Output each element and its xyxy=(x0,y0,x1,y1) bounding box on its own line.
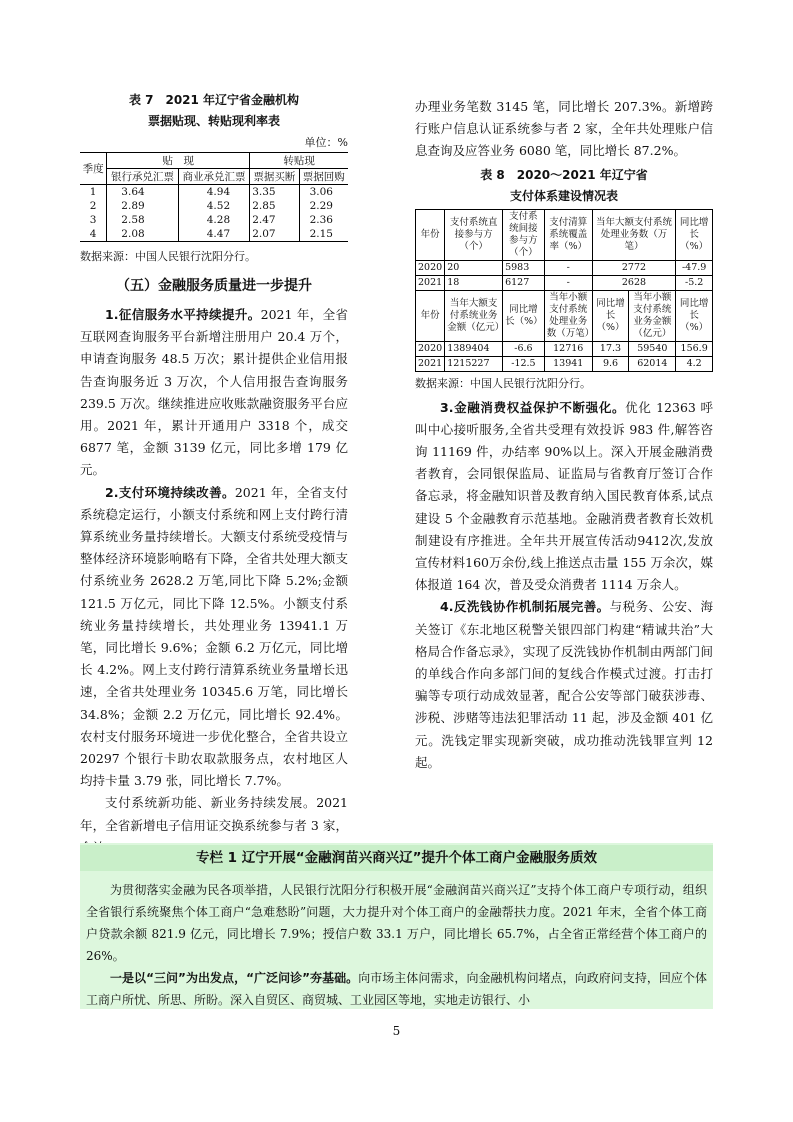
page-number: 5 xyxy=(392,1024,401,1038)
table-cell: 2.85 xyxy=(250,199,299,213)
table-row xyxy=(80,213,348,227)
table-cell: 2.58 xyxy=(107,213,178,227)
table-row xyxy=(416,260,713,275)
table-cell: 17.3 xyxy=(592,341,629,356)
table-cell: 2021 xyxy=(416,356,445,371)
table-cell: 2 xyxy=(80,199,107,213)
table7-caption-line2: 票据贴现、转贴现利率表 xyxy=(147,114,280,128)
table-cell: 4.52 xyxy=(178,199,249,213)
section5-heading: （五）金融服务质量进一步提升 xyxy=(116,278,312,294)
table8-h2-growth1: 同比增长（%） xyxy=(503,290,545,341)
left-column xyxy=(80,90,348,859)
table-row xyxy=(416,275,713,290)
special-column-paragraph-2-title: 一是以“三问”为出发点，“广泛问诊”夯基础。 xyxy=(110,971,359,985)
table8-caption-line2: 支付体系建设情况表 xyxy=(509,188,618,203)
table-cell: 2.47 xyxy=(250,213,299,227)
table-cell: -12.5 xyxy=(503,356,545,371)
paragraph-new-business-part2: 办理业务笔数 3145 笔，同比增长 207.3%。新增跨行账户信息认证系统参与者 2 家，全年共处理账户信息查询及应答业务 6080 笔，同比增长 87.2%。 xyxy=(415,99,713,159)
table7-caption xyxy=(80,90,348,132)
table-cell: 3.06 xyxy=(299,185,348,200)
table7-header-rediscount: 转贴现 xyxy=(250,153,348,169)
table-cell: 62014 xyxy=(629,356,676,371)
table7-caption-line1: 表 7 2021 年辽宁省金融机构 xyxy=(128,93,300,107)
table-cell: 1215227 xyxy=(445,356,503,371)
table8-h1-large-count: 当年大额支付系统处理业务数（万笔） xyxy=(592,209,676,260)
table7-header-quarter: 季度 xyxy=(80,153,107,185)
table7 xyxy=(80,152,348,242)
table-cell: 3 xyxy=(80,213,107,227)
table-cell: 12716 xyxy=(544,341,592,356)
table-cell: 13941 xyxy=(544,356,592,371)
paragraph-credit-title: 1.征信服务水平持续提升。 xyxy=(105,307,261,322)
table-cell: 4 xyxy=(80,227,107,242)
table-cell: - xyxy=(544,275,592,290)
table8-h1-indirect: 支付系统间接参与方（个） xyxy=(503,209,545,260)
paragraph-payment-title: 2.支付环境持续改善。 xyxy=(105,484,235,500)
paragraph-credit xyxy=(80,304,348,482)
paragraph-new-business-part1: 支付系统新功能、新业务持续发展。2021 年，全省新增电子信用证交换系统参与者 3 家， xyxy=(80,795,348,833)
table7-sub-commercial: 商业承兑汇票 xyxy=(178,169,249,185)
table8-source: 数据来源：中国人民银行沈阳分行。 xyxy=(415,376,591,390)
table-cell: -5.2 xyxy=(676,275,713,290)
special-column-paragraph-2-text: 向市场主体问需求，向金融机构问堵点，向政府问支持，回应个体工商户所忧、所思、所盼。深入自贸区、商贸城、工业园区等地，实地走访银行、小 xyxy=(86,971,707,1007)
table7-sub-buy: 票据买断 xyxy=(250,169,299,185)
table8-h2-year: 年份 xyxy=(416,290,445,341)
table8-h2-large-amount: 当年大额支付系统业务金额（亿元） xyxy=(445,290,503,341)
table8-h2-growth3: 同比增长（%） xyxy=(676,290,713,341)
table-cell: 2020 xyxy=(416,341,445,356)
paragraph-payment xyxy=(80,482,348,793)
table7-sub-repo: 票据回购 xyxy=(299,169,348,185)
paragraph-aml-text: 与税务、公安、海关签订《东北地区税警关银四部门构建“精诚共治”大格局合作备忘录》，实现了反洗钱协作机制由两部门间的单线合作向多部门间的复线合作模式过渡。打击打骗等专项行动成效显著，配合公安等部门破获涉毒、涉税、涉赌等违法犯罪活动 11 起，涉及金额 401 亿元。洗钱定罪实现新突破，成功推动洗钱罪宣判 12 起。 xyxy=(415,599,713,770)
table-cell: - xyxy=(544,260,592,275)
table8-h1-year: 年份 xyxy=(416,209,445,260)
special-column-paragraph-1: 为贯彻落实金融为民各项举措，人民银行沈阳分行积极开展“金融润苗兴商兴辽”支持个体工商户专项行动，组织全省银行系统聚焦个体工商户“急难愁盼”问题，大力提升对个体工商户的金融帮扶力度。2021 年末，全省个体工商户贷款余额 821.9 亿元，同比增长 7.9%；授信户数 33.1 万户，同比增长 65.7%，占全省正常经营个体工商户的 26%。 xyxy=(86,883,707,963)
special-column-box xyxy=(80,843,713,1009)
table-cell: 2.36 xyxy=(299,213,348,227)
table-cell: 3.35 xyxy=(250,185,299,200)
table-cell: 156.9 xyxy=(676,341,713,356)
table-cell: 59540 xyxy=(629,341,676,356)
paragraph-aml xyxy=(415,596,713,774)
table7-header-discount: 贴 现 xyxy=(107,153,250,169)
table-cell: 4.94 xyxy=(178,185,249,200)
table-cell: 2.15 xyxy=(299,227,348,242)
table-cell: 2628 xyxy=(592,275,676,290)
paragraph-consumer-protection-title: 3.金融消费权益保护不断强化。 xyxy=(440,399,626,415)
table8-caption-line1: 表 8 2020～2021 年辽宁省 xyxy=(480,167,648,182)
table-cell: 2021 xyxy=(416,275,445,290)
table-cell: 5983 xyxy=(503,260,545,275)
table-cell: 2.89 xyxy=(107,199,178,213)
table-row xyxy=(80,199,348,213)
table-cell: 6127 xyxy=(503,275,545,290)
table8-h2-small-amount: 当年小额支付系统业务金额（亿元） xyxy=(629,290,676,341)
table-cell: 9.6 xyxy=(592,356,629,371)
paragraph-payment-text: 2021 年，全省支付系统稳定运行，小额支付系统和网上支付跨行清算系统业务量持续增长。大额支付系统受疫情与整体经济环境影响略有下降，全省共处理大额支付系统业务 2628.2 万笔,同比下降 5.2%;金额 121.5 万亿元，同比下降 12.5%。小额支付系统业务量持续增长，共处理业务 13941.1 万笔，同比增长 9.6%；金额 6.2 万亿元，同比增长 4.2%。网上支付跨行清算系统业务量增长迅速，全省共处理业务 10345.6 万笔，同比增长 34.8%；金额 2.2 万亿元，同比增长 92.4%。农村支付服务环境进一步优化整合，全省共设立 20297 个银行卡助农取款服务点，农村地区人均持卡量 3.79 张，同比增长 7.7%。 xyxy=(80,484,348,789)
table8-h1-growth: 同比增长（%） xyxy=(676,209,713,260)
table-cell: 2772 xyxy=(592,260,676,275)
table7-source: 数据来源：中国人民银行沈阳分行。 xyxy=(80,250,256,263)
table-cell: -47.9 xyxy=(676,260,713,275)
table8-h1-direct: 支付系统直接参与方（个） xyxy=(445,209,503,260)
right-column xyxy=(415,96,713,774)
table-cell: 4.47 xyxy=(178,227,249,242)
table7-sub-bank: 银行承兑汇票 xyxy=(107,169,178,185)
table-cell: 18 xyxy=(445,275,503,290)
table8 xyxy=(415,209,713,372)
table-cell: 3.64 xyxy=(107,185,178,200)
table-cell: 4.28 xyxy=(178,213,249,227)
table-cell: 1 xyxy=(80,185,107,200)
table-row xyxy=(80,185,348,200)
table8-caption xyxy=(415,165,713,207)
table-cell: -6.6 xyxy=(503,341,545,356)
table-cell: 2020 xyxy=(416,260,445,275)
special-column-title: 专栏 1 辽宁开展“金融润苗兴商兴辽”提升个体工商户金融服务质效 xyxy=(80,845,713,871)
table-cell: 2.29 xyxy=(299,199,348,213)
table-cell: 20 xyxy=(445,260,503,275)
table-cell: 2.08 xyxy=(107,227,178,242)
table-row xyxy=(416,356,713,371)
paragraph-aml-title: 4.反洗钱协作机制拓展完善。 xyxy=(440,599,610,615)
special-column-paragraph-2 xyxy=(80,967,713,1011)
table7-unit: 单位：% xyxy=(304,136,348,149)
paragraph-credit-text: 2021 年，全省互联网查询服务平台新增注册用户 20.4 万个，申请查询服务 48.5 万次；累计提供企业信用报告查询服务近 3 万次，个人信用报告查询服务 239.5 万次。继续推进应收账款融资服务平台应用。2021 年，累计开通用户 3318 个，成交 6877 笔，金额 3139 亿元，同比多增 179 亿元。 xyxy=(80,307,348,478)
table-cell: 4.2 xyxy=(676,356,713,371)
table-cell: 1389404 xyxy=(445,341,503,356)
table8-h2-small-count: 当年小额支付系统处理业务数（万笔） xyxy=(544,290,592,341)
table-cell: 2.07 xyxy=(250,227,299,242)
paragraph-consumer-protection-text: 优化 12363 呼叫中心接听服务,全省共受理有效投诉 983 件,解答咨询 11169 件，办结率 90%以上。深入开展金融消费者教育，会同银保监局、证监局与省教育厅签订合作备忘录，将金融知识普及教育纳入国民教育体系,试点建设 5 个金融教育示范基地。金融消费者教育长效机制建设有序推进。全年共开展宣传活动9412次,发放宣传材料160万余份,线上推送点击量 155 万余次，媒体报道 164 次，普及受众消费者 1114 万余人。 xyxy=(415,399,713,593)
table8-h2-growth2: 同比增长（%） xyxy=(592,290,629,341)
table8-h1-coverage: 支付清算系统覆盖率（%） xyxy=(544,209,592,260)
table-row xyxy=(80,227,348,242)
paragraph-consumer-protection xyxy=(415,397,713,597)
table-row xyxy=(416,341,713,356)
